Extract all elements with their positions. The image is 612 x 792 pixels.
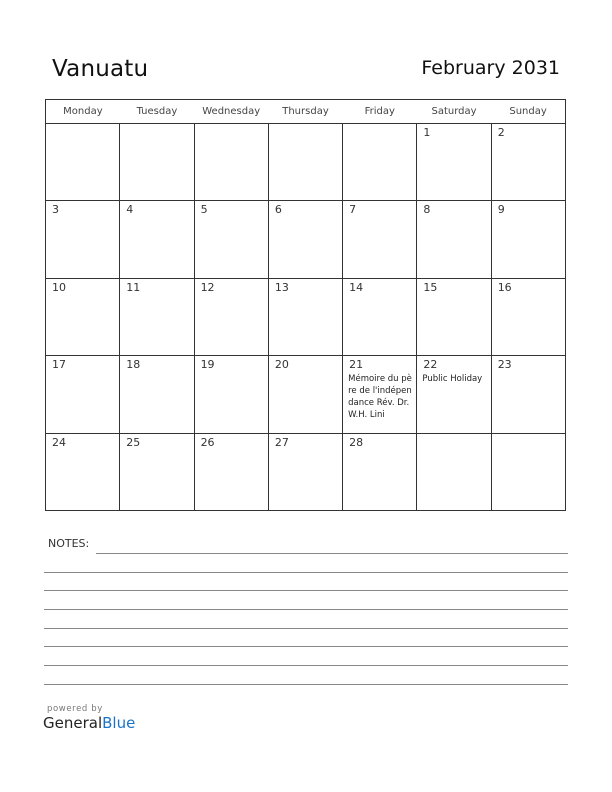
calendar-day-cell — [491, 201, 565, 278]
day-number: 22 — [423, 358, 438, 372]
calendar-day-cell — [417, 278, 491, 355]
calendar-day-cell — [417, 433, 491, 510]
weekday-header: Wednesday — [194, 100, 268, 124]
day-number: 3 — [52, 203, 59, 217]
brand-logo — [43, 704, 135, 732]
day-number: 27 — [274, 435, 289, 449]
calendar-day-cell — [491, 356, 565, 433]
day-number: 11 — [126, 280, 141, 294]
calendar-day-cell — [120, 356, 194, 433]
calendar-day-cell — [491, 433, 565, 510]
day-number: 25 — [126, 435, 141, 449]
brand-blue: Blue — [102, 714, 136, 732]
day-number — [120, 124, 193, 126]
calendar-day-cell — [120, 124, 194, 201]
calendar-day-cell — [46, 124, 120, 201]
day-number: 2 — [497, 126, 505, 139]
weekday-header-row — [46, 100, 566, 124]
weekday-header: Saturday — [417, 100, 491, 124]
calendar-day-cell — [343, 201, 417, 278]
calendar-day-cell — [417, 201, 491, 278]
calendar-day-cell — [46, 201, 120, 278]
calendar-grid — [45, 99, 566, 511]
day-number: 1 — [423, 126, 431, 139]
calendar-day-cell — [417, 356, 491, 433]
calendar-day-cell — [120, 201, 194, 278]
weekday-header: Friday — [343, 100, 417, 124]
day-number: 18 — [126, 358, 141, 372]
day-number — [343, 124, 416, 126]
notes-line — [44, 590, 568, 591]
calendar-day-cell — [343, 278, 417, 355]
brand-general: General — [43, 714, 103, 732]
brand-name — [43, 714, 135, 732]
calendar-day-cell — [194, 278, 268, 355]
calendar-day-cell — [268, 124, 342, 201]
calendar-week-row — [46, 356, 566, 433]
weekday-header: Tuesday — [120, 100, 194, 124]
day-number: 9 — [497, 203, 505, 217]
calendar-day-cell — [268, 201, 342, 278]
calendar-day-cell — [343, 356, 417, 433]
notes-line — [44, 646, 568, 647]
day-number — [492, 434, 565, 436]
day-number: 23 — [497, 358, 512, 372]
calendar-day-cell — [491, 124, 565, 201]
calendar-week-row — [46, 278, 566, 355]
calendar-day-cell — [417, 124, 491, 201]
calendar-week-row — [46, 124, 566, 201]
calendar-week-row — [46, 201, 566, 278]
day-number: 8 — [423, 203, 431, 217]
day-number — [269, 124, 342, 126]
day-number: 19 — [200, 358, 215, 372]
calendar-day-cell — [343, 124, 417, 201]
weekday-header: Sunday — [491, 100, 565, 124]
weekday-header: Monday — [46, 100, 120, 124]
day-number: 16 — [497, 280, 512, 294]
notes-line — [44, 684, 568, 685]
calendar-day-cell — [343, 433, 417, 510]
day-number: 13 — [274, 280, 289, 294]
notes-line — [96, 553, 568, 554]
calendar-day-cell — [194, 356, 268, 433]
notes-label: NOTES: — [48, 537, 90, 550]
day-number: 14 — [349, 280, 364, 294]
day-number: 20 — [274, 358, 289, 372]
calendar-day-cell — [268, 278, 342, 355]
calendar-week-row — [46, 433, 566, 510]
calendar-day-cell — [46, 433, 120, 510]
notes-line — [44, 609, 568, 610]
day-number: 5 — [200, 203, 208, 217]
calendar-day-cell — [491, 278, 565, 355]
day-number: 12 — [200, 280, 215, 294]
day-number: 17 — [52, 358, 66, 372]
country-title: Vanuatu — [52, 56, 149, 82]
day-number: 28 — [349, 435, 364, 449]
notes-line — [44, 665, 568, 666]
weekday-header: Thursday — [268, 100, 342, 124]
day-number — [195, 124, 268, 126]
day-number: 6 — [274, 203, 282, 217]
calendar-day-cell — [46, 356, 120, 433]
day-number: 15 — [423, 280, 438, 294]
holiday-label: Mémoire du père de l'indépendance Rév. Dr. W.H. Lini — [348, 374, 412, 421]
holiday-label: Public Holiday — [422, 374, 483, 385]
day-number: 21 — [349, 358, 364, 372]
day-number: 26 — [200, 435, 215, 449]
calendar-day-cell — [120, 278, 194, 355]
day-number: 4 — [126, 203, 134, 217]
day-number: 7 — [349, 203, 357, 217]
calendar-day-cell — [46, 278, 120, 355]
day-number: 10 — [52, 280, 66, 294]
notes-line — [44, 572, 568, 573]
day-number — [46, 124, 119, 126]
day-number — [417, 434, 490, 436]
powered-by-text: powered by — [47, 704, 103, 714]
day-number: 24 — [52, 435, 66, 449]
notes-line — [44, 628, 568, 629]
calendar-day-cell — [194, 201, 268, 278]
month-year-title: February 2031 — [421, 57, 560, 79]
calendar-day-cell — [268, 356, 342, 433]
calendar-day-cell — [268, 433, 342, 510]
calendar-day-cell — [194, 433, 268, 510]
calendar-day-cell — [120, 433, 194, 510]
calendar-day-cell — [194, 124, 268, 201]
